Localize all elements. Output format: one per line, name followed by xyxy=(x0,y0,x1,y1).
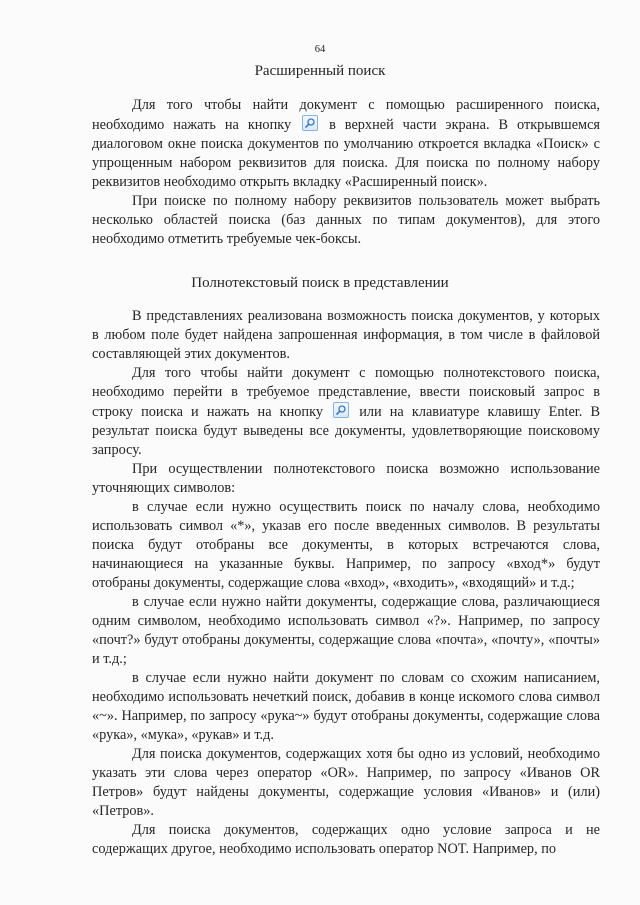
section-heading-fulltext-search: Полнотекстовый поиск в представлении xyxy=(191,275,449,291)
paragraph: Для поиска документов, содержащих хотя бы одно из условий, необходимо указать эти слова через оператор «OR». Например, по запросу «Иванов OR Петров» будут найдены документы, содержащие условия «Иванов» и (или) «Петров». xyxy=(92,746,600,819)
page-number: 64 xyxy=(314,44,326,55)
search-button-icon xyxy=(302,115,318,131)
list-item: в случае если нужно осуществить поиск по началу слова, необходимо использовать символ «*», указав его после введенных символов. В результаты поиска будут отобраны все документы, в которых встречаются слова, начинающиеся на указанные буквы. Например, по запросу «вход*» будут отобраны документы, содержащие слова «вход», «входить», «входящий» и т.д.; xyxy=(92,499,600,591)
paragraph: В представлениях реализована возможность поиска документов, у которых в любом поле будет найдена запрошенная информация, в том числе в файловой составляющей этих документов. xyxy=(92,308,600,362)
section-heading-advanced-search: Расширенный поиск xyxy=(254,63,386,79)
paragraph: При осуществлении полнотекстового поиска возможно использование уточняющих символов: xyxy=(92,461,600,496)
list-item: в случае если нужно найти документ по словам со схожим написанием, необходимо использовать нечеткий поиск, добавив в конце искомого слова символ «~». Например, по запросу «рука~» будут отобраны документы, содержащие слова «рука», «мука», «рукав» и т.д. xyxy=(92,670,600,743)
paragraph: При поиске по полному набору реквизитов пользователь может выбрать несколько областей поиска (баз данных по типам документов), для этого необходимо отметить требуемые чек-боксы. xyxy=(92,193,600,247)
advanced-search-section xyxy=(92,96,600,249)
search-button-icon xyxy=(333,402,349,418)
paragraph: Для того чтобы найти документ с помощью полнотекстового поиска, необходимо перейти в требуемое представление, ввести поисковый запрос в строку поиска и нажать на кнопку или на клавиатуре клавишу Enter. В результат поиска будут выведены все документы, удовлетворяющие поисковому запросу. xyxy=(92,365,601,458)
list-item: в случае если нужно найти документы, содержащие слова, различающиеся одним символом, необходимо использовать символ «?». Например, по запросу «почт?» будут отобраны документы, содержащие слова «почта», «почту», «почты» и т.д.; xyxy=(92,594,600,667)
paragraph: Для того чтобы найти документ с помощью расширенного поиска, необходимо нажать на кнопку в верхней части экрана. В открывшемся диалоговом окне поиска документов по умолчанию откроется вкладка «Поиск» с упрощенным набором реквизитов для поиска. Для поиска по полному набору реквизитов необходимо открыть вкладку «Расширенный поиск». xyxy=(92,97,601,190)
paragraph: Для поиска документов, содержащих одно условие запроса и не содержащих другое, необходимо использовать оператор NOT. Например, по xyxy=(92,822,600,857)
fulltext-search-section xyxy=(92,307,600,859)
